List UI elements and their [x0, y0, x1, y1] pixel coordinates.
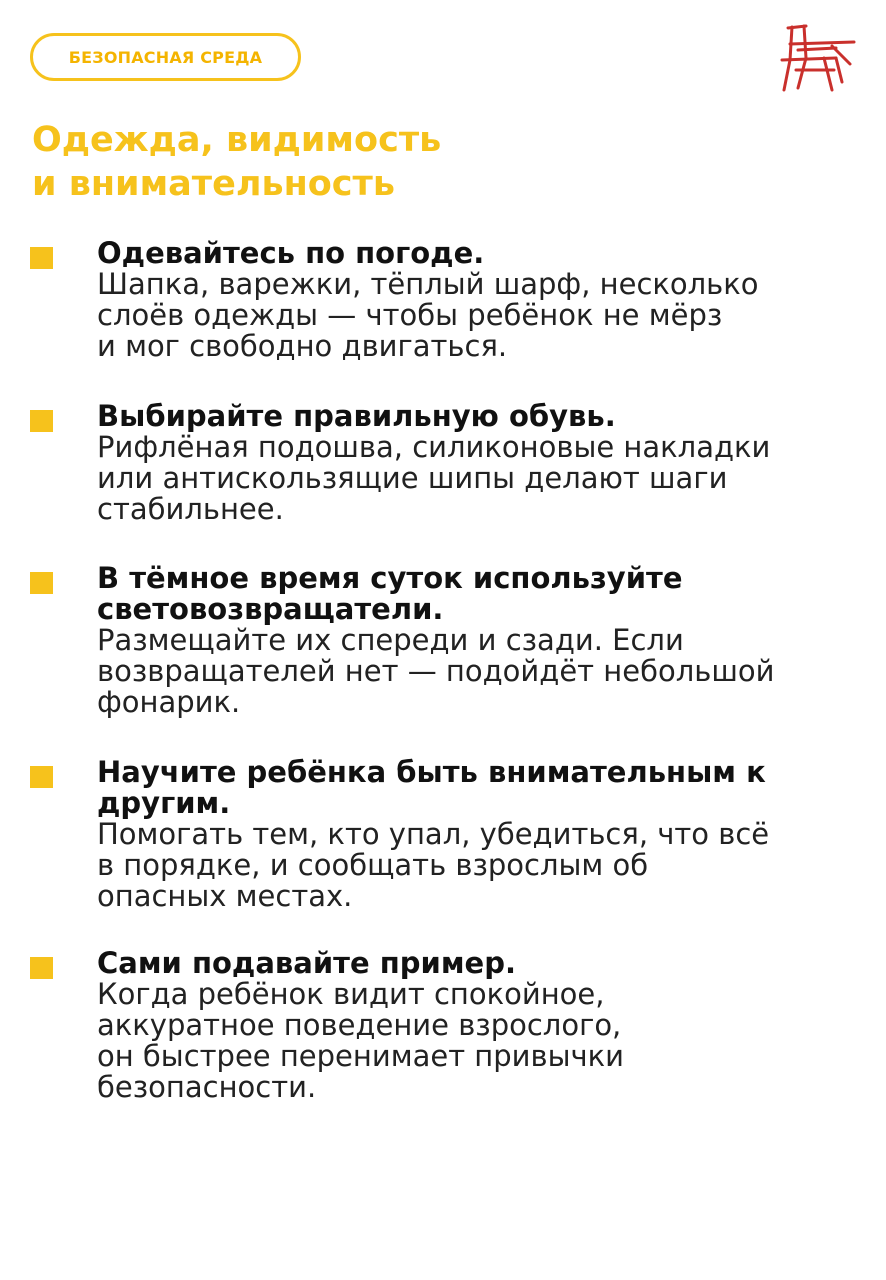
tip-heading-line: Научите ребёнка быть внимательным к	[97, 755, 766, 789]
tip-heading	[97, 563, 857, 625]
tip-heading	[97, 401, 857, 432]
tip-body-line: Размещайте их спереди и сзади. Если	[97, 623, 684, 657]
tip-body-line: фонарик.	[97, 685, 241, 719]
tip-body	[97, 819, 857, 912]
tip-body	[97, 269, 857, 362]
tip-heading-line: Одевайтесь по погоде.	[97, 236, 485, 270]
tip-text	[97, 563, 857, 718]
tip-heading-line: Выбирайте правильную обувь.	[97, 399, 616, 433]
tip-body-line: Рифлёная подошва, силиконовые накладки	[97, 430, 771, 464]
tip-body-line: Шапка, варежки, тёплый шарф, несколько	[97, 267, 759, 301]
tip-heading-line: световозвращатели.	[97, 592, 444, 626]
tip-body	[97, 979, 857, 1103]
tip-text	[97, 948, 857, 1103]
tip-body-line: аккуратное поведение взрослого,	[97, 1008, 622, 1042]
tip-heading	[97, 948, 857, 979]
tip-body-line: и мог свободно двигаться.	[97, 329, 508, 363]
tip-text	[97, 757, 857, 912]
tip-body-line: безопасности.	[97, 1070, 317, 1104]
tip-heading	[97, 757, 857, 819]
bullet-square-icon	[30, 957, 53, 979]
tip-body-line: Помогать тем, кто упал, убедиться, что всё	[97, 817, 770, 851]
tip-text	[97, 238, 857, 362]
tip-body	[97, 625, 857, 718]
tip-body-line: он быстрее перенимает привычки	[97, 1039, 625, 1073]
tip-body-line: или антискользящие шипы делают шаги	[97, 461, 728, 495]
tip-heading	[97, 238, 857, 269]
bullet-square-icon	[30, 766, 53, 788]
tip-body-line: опасных местах.	[97, 879, 353, 913]
tip-body-line: возвращателей нет — подойдёт небольшой	[97, 654, 775, 688]
tip-body	[97, 432, 857, 525]
tip-body-line: слоёв одежды — чтобы ребёнок не мёрз	[97, 298, 723, 332]
section-badge: БЕЗОПАСНАЯ СРЕДА	[30, 33, 301, 81]
title-line-2: и внимательность	[32, 164, 395, 204]
tip-heading-line: Сами подавайте пример.	[97, 946, 516, 980]
bullet-square-icon	[30, 247, 53, 269]
tip-text	[97, 401, 857, 525]
tip-body-line: в порядке, и сообщать взрослым об	[97, 848, 649, 882]
tip-heading-line: В тёмное время суток используйте	[97, 561, 683, 595]
bullet-square-icon	[30, 572, 53, 594]
title-line-1: Одежда, видимость	[32, 120, 442, 160]
tip-body-line: стабильнее.	[97, 492, 284, 526]
tip-heading-line: другим.	[97, 786, 231, 820]
tip-body-line: Когда ребёнок видит спокойное,	[97, 977, 605, 1011]
bullet-square-icon	[30, 410, 53, 432]
